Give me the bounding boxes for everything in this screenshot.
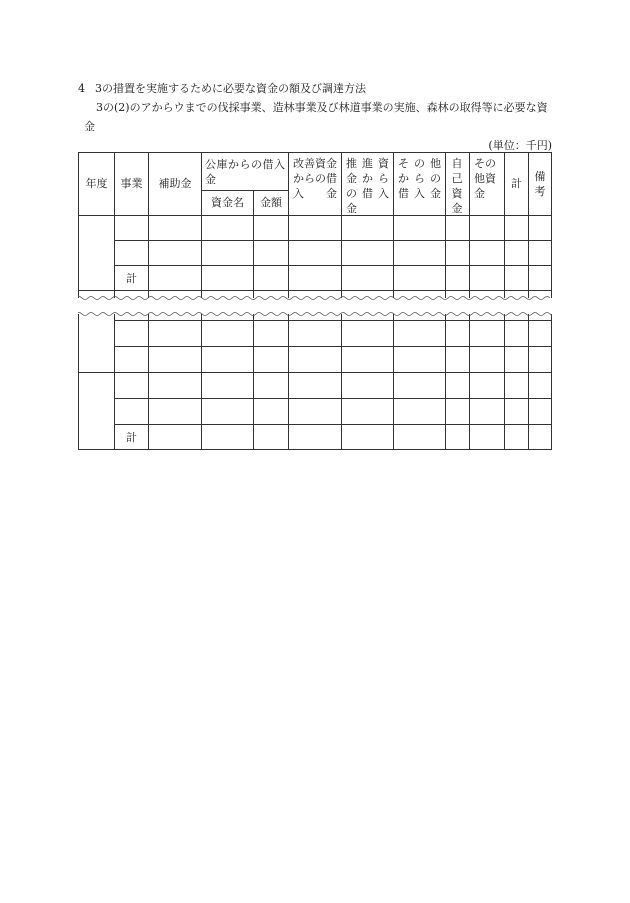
header-amount: 金額: [260, 196, 282, 209]
header-public-loan: 公庫からの借入金: [205, 158, 285, 186]
unit-label: (単位：千円): [488, 139, 552, 152]
section-title: 3の措置を実施するために必要な資金の額及び調達方法: [95, 82, 366, 95]
header-other-funds: その他資金: [474, 157, 496, 200]
header-project: 事業: [120, 177, 143, 190]
header-remarks: 備考: [534, 170, 546, 198]
header-subsidy: 補助金: [158, 177, 192, 190]
header-total: 計: [511, 177, 522, 190]
subtotal-label-top: 計: [126, 272, 137, 285]
section-heading: [78, 80, 366, 96]
subtotal-label-bottom: 計: [126, 431, 137, 444]
header-fund-name: 資金名: [211, 196, 244, 209]
header-improvement-loan: 改善資金からの借入金: [293, 157, 337, 200]
section-number: 4: [78, 82, 85, 95]
funding-table: [78, 152, 552, 450]
header-own-funds: 自己資金: [451, 157, 463, 215]
section-description: 3の(2)のアからウまでの伐採事業、造林事業及び林道事業の実施、森林の取得等に必要な資金: [84, 101, 548, 133]
header-promotion-loan: 推進資金からの借入金: [346, 157, 389, 215]
header-year: 年度: [85, 177, 108, 190]
header-other-loan: その他からの借入金: [398, 157, 441, 200]
